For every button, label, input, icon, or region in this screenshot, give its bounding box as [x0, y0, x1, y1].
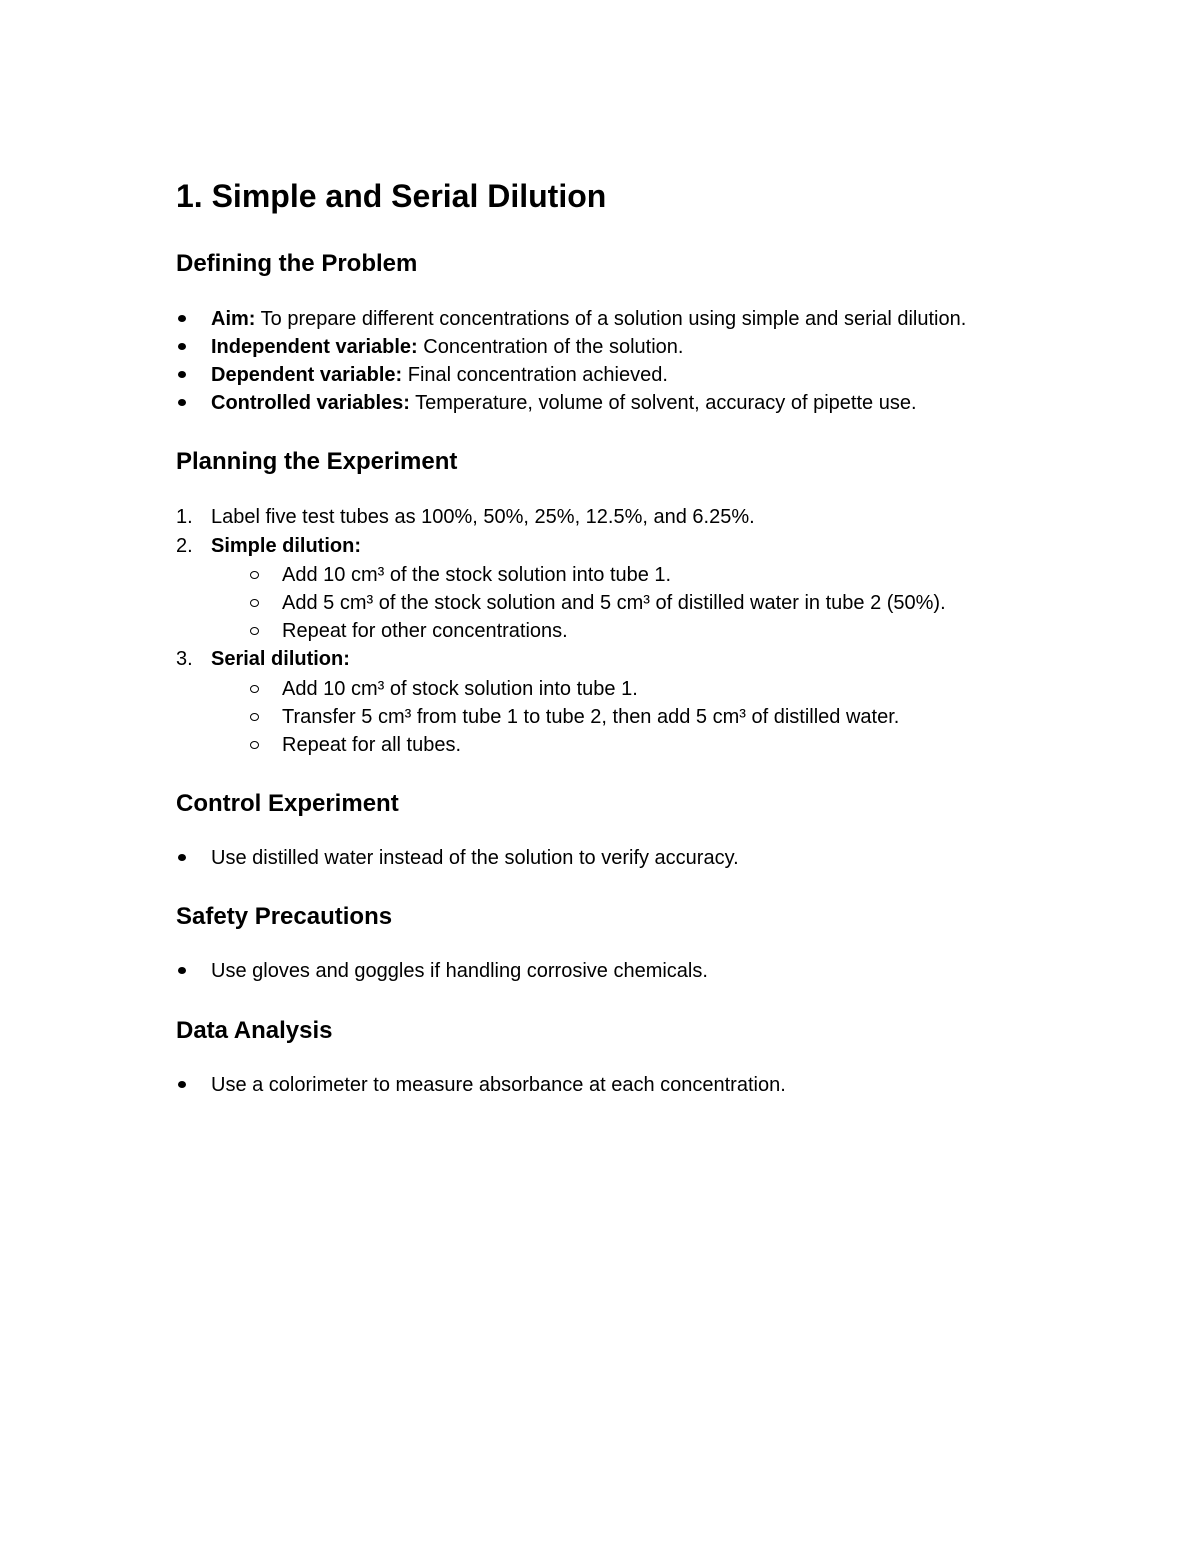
item-text: Use gloves and goggles if handling corrosive chemicals. — [211, 960, 708, 982]
heading-control-experiment: Control Experiment — [176, 790, 399, 817]
sub-item-text: Add 10 cm³ of the stock solution into tube 1. — [282, 564, 672, 586]
bullet-icon — [178, 343, 186, 350]
bullet-icon — [178, 967, 186, 974]
bullet-icon — [178, 1081, 186, 1088]
step-number: 1. — [176, 506, 193, 528]
item-text: To prepare different concentrations of a solution using simple and serial dilution. — [255, 308, 967, 330]
hollow-bullet-icon — [250, 685, 259, 693]
item-label: Controlled variables: — [211, 392, 410, 414]
hollow-bullet-icon — [250, 571, 259, 579]
hollow-bullet-icon — [250, 713, 259, 721]
bullet-icon — [178, 315, 186, 322]
heading-data-analysis: Data Analysis — [176, 1017, 333, 1044]
document-title: 1. Simple and Serial Dilution — [176, 178, 607, 214]
sub-item-text: Repeat for other concentrations. — [282, 620, 568, 642]
step-number: 3. — [176, 648, 193, 670]
item-text: Use a colorimeter to measure absorbance at each concentration. — [211, 1074, 786, 1096]
item-label: Independent variable: — [211, 336, 418, 358]
step-label: Serial dilution: — [211, 648, 350, 670]
item-text: Use distilled water instead of the solution to verify accuracy. — [211, 847, 739, 869]
item-text: Final concentration achieved. — [402, 364, 668, 386]
sub-item-text: Transfer 5 cm³ from tube 1 to tube 2, then add 5 cm³ of distilled water. — [282, 706, 900, 728]
step-number: 2. — [176, 535, 193, 557]
step-text: Label five test tubes as 100%, 50%, 25%, 12.5%, and 6.25%. — [211, 506, 755, 528]
item-text: Concentration of the solution. — [417, 336, 684, 358]
heading-planning-the-experiment: Planning the Experiment — [176, 448, 458, 475]
heading-safety-precautions: Safety Precautions — [176, 903, 393, 930]
hollow-bullet-icon — [250, 741, 259, 749]
hollow-bullet-icon — [250, 599, 259, 607]
bullet-icon — [178, 371, 186, 378]
sub-item-text: Add 10 cm³ of stock solution into tube 1. — [282, 678, 638, 700]
item-label: Aim: — [211, 308, 256, 330]
bullet-icon — [178, 399, 186, 406]
sub-item-text: Add 5 cm³ of the stock solution and 5 cm³ of distilled water in tube 2 (50%). — [282, 592, 946, 614]
item-text: Temperature, volume of solvent, accuracy of pipette use. — [409, 392, 917, 414]
sub-item-text: Repeat for all tubes. — [282, 734, 461, 756]
item-label: Dependent variable: — [211, 364, 403, 386]
step-label: Simple dilution: — [211, 535, 361, 557]
heading-defining-the-problem: Defining the Problem — [176, 250, 418, 277]
hollow-bullet-icon — [250, 627, 259, 635]
bullet-icon — [178, 854, 186, 861]
